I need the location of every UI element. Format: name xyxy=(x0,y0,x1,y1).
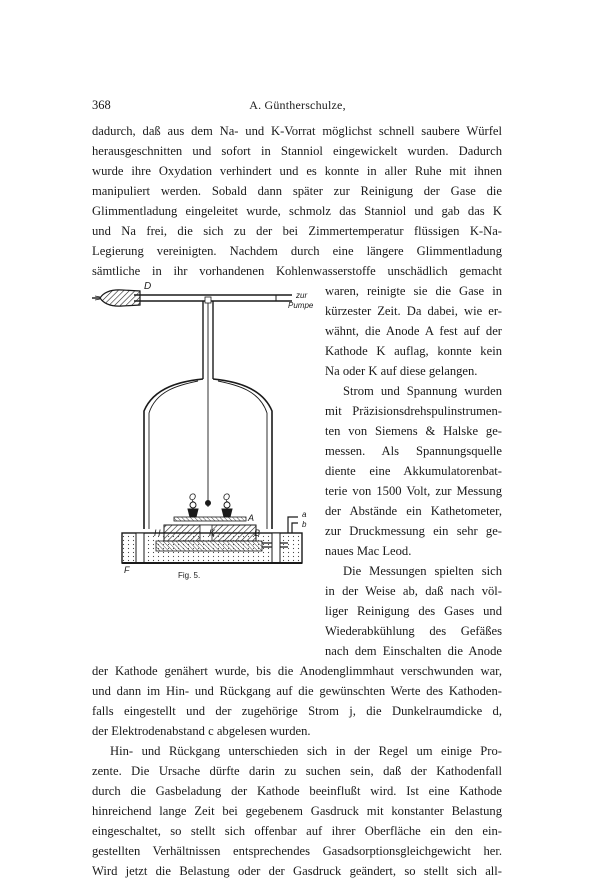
text-line: und Na frei, die sich zu der bei Zimmertemperatur flüssigen K-Na- xyxy=(92,224,502,238)
running-head: A. Güntherschulze, xyxy=(249,98,346,112)
text-line: Glimmentladung eingeleitet wurde, schmolz das Stanniol und gab das K xyxy=(92,204,502,218)
text-line: liger Reinigung des Gases und xyxy=(325,604,502,618)
text-line: der Elektrodenabstand c abgelesen wurden. xyxy=(92,724,311,738)
text-line: kürzester Zeit. Da dabei, wie er- xyxy=(325,304,502,318)
text-line: herausgeschnitten und sofort in Stanniol eingewickelt wurden. Dadurch xyxy=(92,144,502,158)
text-line: Die Messungen spielten sich xyxy=(343,564,502,578)
label-q2: Q xyxy=(223,492,231,502)
text-line: manipuliert werden. Sobald dann später zur Reinigung der Gase die xyxy=(92,184,502,198)
pump-tube xyxy=(92,290,292,306)
text-line: der Abstände ein Kathetometer, xyxy=(325,504,502,518)
label-q1: Q xyxy=(189,492,197,502)
text-line: in der Weise ab, daß nach völ- xyxy=(325,584,502,598)
text-line: wurde ihre Oxydation verhindert und es konnte in aller Ruhe mit ihnen xyxy=(92,164,502,178)
text-line: gestellten Verhältnissen entsprechendes Gasadsorptionsgleichgewicht her. xyxy=(92,844,502,858)
text-line: Kathode K auflag, konnte kein xyxy=(325,344,502,358)
label-b-small: b xyxy=(302,520,307,529)
label-a-small: a xyxy=(302,510,307,519)
label-f: F xyxy=(124,565,130,575)
label-b: B xyxy=(254,528,261,538)
text-line: der Kathode genähert wurde, bis die Anodenglimmhaut verschwunden war, xyxy=(92,664,502,678)
label-a: A xyxy=(248,513,255,523)
apparatus-drawing xyxy=(92,271,324,591)
text-line: durch die Gasbeladung der Kathode beeinflußt wird. Ist eine Kathode xyxy=(92,784,502,798)
text-line: ten von Siemens & Halske ge- xyxy=(325,424,502,438)
text-line: sämtliche in ihr vorhandenen Kohlenwasserstoffe unschädlich gemacht xyxy=(92,264,502,278)
text-line: zur Druckmessung ein sehr ge- xyxy=(325,524,502,538)
text-line: waren, reinigte sie die Gase in xyxy=(325,284,502,298)
text-line: wähnt, die Anode A fest auf der xyxy=(325,324,502,338)
text-line: zente. Die Ursache dürfte darin zu suchen sein, daß der Kathodenfall xyxy=(92,764,502,778)
text-line: hinreichend lange Zeit bei gegebenem Gasdruck mit konstanter Belastung xyxy=(92,804,502,818)
label-h: H xyxy=(154,528,161,538)
text-line: messen. Als Spannungsquelle xyxy=(325,444,502,458)
page-number: 368 xyxy=(92,98,111,112)
label-zur: zur xyxy=(296,291,308,300)
text-line: Hin- und Rückgang unterschieden sich in der Regel um einige Pro- xyxy=(110,744,502,758)
text-line: mit Präzisionsdrehspulinstrumen- xyxy=(325,404,502,418)
text-line: Wiederabkühlung des Gefäßes xyxy=(325,624,502,638)
text-line: diente eine Akkumulatorenbat- xyxy=(325,464,502,478)
text-line: terie von 1500 Volt, zur Messung xyxy=(325,484,502,498)
text-line: und dann im Hin- und Rückgang auf die gewünschten Werte des Kathoden- xyxy=(92,684,502,698)
text-line: dadurch, daß aus dem Na- und K-Vorrat möglichst schnell saubere Würfel xyxy=(92,124,502,138)
label-d: D xyxy=(144,281,152,292)
stem xyxy=(203,297,213,507)
label-k: K xyxy=(209,528,216,538)
text-line: Na oder K auf diese gelangen. xyxy=(325,364,478,378)
text-line: Legierung vereinigten. Nachdem durch eine längere Glimmentladung xyxy=(92,244,502,258)
text-line: eingeschaltet, so stellt sich offenbar auf ihrer Oberfläche ein den ein- xyxy=(92,824,502,838)
figure-caption: Fig. 5. xyxy=(178,571,201,580)
text-line: naues Mac Leod. xyxy=(325,544,412,558)
text-line: Strom und Spannung wurden xyxy=(343,384,502,398)
text-line: nach dem Einschalten die Anode xyxy=(325,644,502,658)
text-line: falls eingestellt und der zugehörige Strom j, die Dunkelraumdicke d, xyxy=(92,704,502,718)
label-pumpe: Pumpe xyxy=(288,301,314,310)
text-line: Wird jetzt die Belastung oder der Gasdruck geändert, so stellt sich all- xyxy=(92,864,502,878)
apparatus-figure xyxy=(92,271,324,591)
